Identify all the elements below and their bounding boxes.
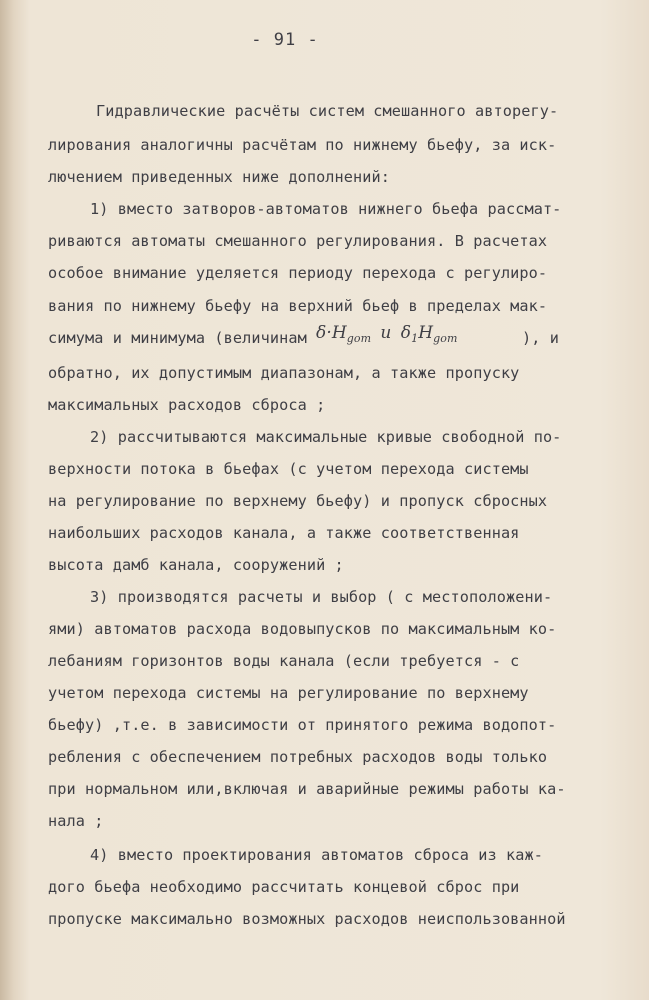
text-line: риваются автоматы смешанного регулирования. В расчетах [48,232,548,250]
formula-delta-h: δ·H [316,323,347,343]
list-item-4: 4) вместо проектирования автоматов сброса из каж- [90,846,543,864]
text-line: наибольших расходов канала, а также соответственная [48,524,520,542]
formula-subscript: 1 [411,332,419,346]
list-item-1: 1) вместо затворов-автоматов нижнего бьефа рассмат- [90,200,562,218]
formula-h: H [418,323,434,343]
page-number: - 91 - [251,30,319,50]
text-line-with-formula [48,323,588,347]
list-item-3: 3) производятся расчеты и выбор ( с местоположени- [90,588,553,606]
text-line: особое внимание уделяется периоду перехода с регулиро- [48,264,548,282]
text-segment: симума и минимума (величинам [48,329,307,347]
formula-delta: δ [400,323,412,343]
text-line: максимальных расходов сброса ; [48,396,326,414]
text-line: учетом перехода системы на регулирование по верхнему [48,684,529,702]
text-line: вания по нижнему бьефу на верхний бьеф в пределах мак- [48,297,548,315]
text-line: нала ; [48,812,104,830]
text-line: ребления с обеспечением потребных расходов воды только [48,748,548,766]
formula [316,323,458,345]
text-line: дого бьефа необходимо рассчитать концевой сброс при [48,878,520,896]
formula-subscript: gom [433,332,458,346]
formula-conjunction: и [380,323,392,343]
text-line: верхности потока в бьефах (с учетом перехода системы [48,460,529,478]
text-line: лирования аналогичны расчётам по нижнему бьефу, за иск- [48,136,557,154]
text-line: пропуске максимально возможных расходов неиспользованной [48,910,566,928]
text-line: бьефу) ,т.е. в зависимости от принятого режима водопот- [48,716,557,734]
text-line: лючением приведенных ниже дополнений: [48,168,391,186]
list-item-2: 2) рассчитываются максимальные кривые свободной по- [90,428,562,446]
text-line: лебаниям горизонтов воды канала (если требуется - с [48,652,520,670]
text-line: при нормальном или,включая и аварийные режимы работы ка- [48,780,566,798]
text-segment: ), и [522,329,559,347]
text-line: ями) автоматов расхода водовыпусков по максимальным ко- [48,620,557,638]
formula-subscript: gom [346,332,372,346]
text-line: обратно, их допустимым диапазонам, а также пропуску [48,364,520,382]
text-line: на регулирование по верхнему бьефу) и пропуск сбросных [48,492,548,510]
text-line: Гидравлические расчёты систем смешанного авторегу- [96,102,559,120]
text-line: высота дамб канала, сооружений ; [48,556,344,574]
